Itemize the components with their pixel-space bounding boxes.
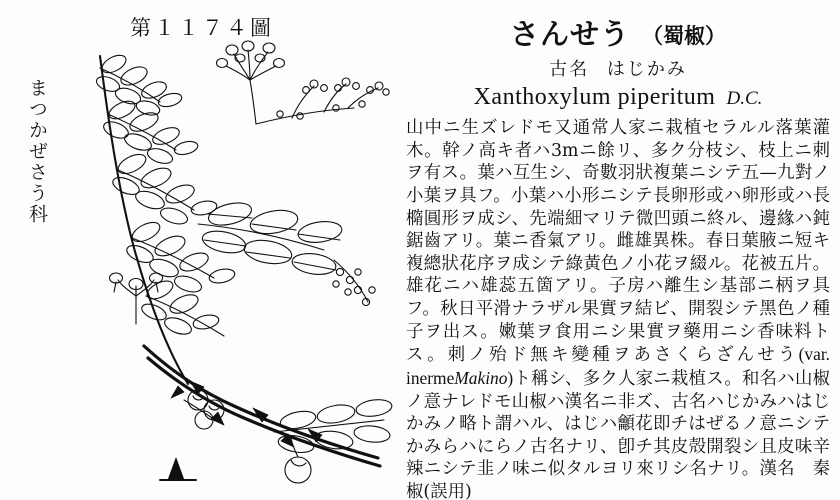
figure-number-label: 第１１７４圖 — [130, 16, 274, 40]
authority-name: D.C. — [726, 88, 763, 109]
chinese-name-heading: （蜀椒） — [642, 23, 726, 48]
description-part-1: 山中ニ生ズレドモ又通常人家ニ栽植セラルル落葉灌木。幹ノ高キ者ハ3mニ餘リ、多ク分枝シ、枝上ニ刺ヲ有ス。葉ハ互生シ、奇數羽狀複葉ニシテ五—九對ノ小葉ヲ具フ。小葉ハ小形ニシテ長卵形或ハ卵形或ハ長橢圓形ヲ成シ、先端細マリテ微凹頭ニ終ル、邊緣ハ鈍鋸齒アリ。葉ニ香氣アリ。雌雄異株。春日葉腋ニ短キ複總狀花序ヲ成シテ綠黃色ノ小花ヲ綴ル。花被五片。雄花ニハ雄蕊五箇アリ。子房ハ離生シ基部ニ柄ヲ具フ。秋日平滑ナラザル果實ヲ結ビ、開裂シテ黑色ノ種子ヲ出ス。嫩葉ヲ食用ニシ果實ヲ藥用ニシ香味料トス。刺ノ殆ド無キ變種ヲあさくらざんせう — [406, 118, 830, 366]
variety-close-paren: ) — [507, 367, 514, 388]
description-part-2: ト稱シ、多ク人家ニ栽植ス。和名ハ山椒ノ意ナレドモ山椒ハ漢名ニ非ズ、古名ハじかみハはじかみノ略ト謂ハル、はじハ龥花即チはぜるノ意ニシテかみらハにらノ古名ナリ、卽チ其皮殻開裂シ且皮味辛辣ニシテ韭ノ味ニ似タルヨリ來リシ名ナリ。漢名 秦椒(誤用) — [406, 368, 830, 500]
family-name-vertical-label: まつかぜさう科 — [26, 78, 48, 225]
text-panel — [400, 0, 840, 500]
old-name-row — [406, 55, 830, 81]
old-name-value: はじかみ — [606, 59, 687, 80]
scientific-name-row — [406, 84, 830, 111]
variety-open-paren: (var. inerme — [406, 344, 830, 388]
illustration-plate — [0, 0, 400, 500]
common-name-heading: さんせう — [509, 17, 630, 51]
scientific-name: Xanthoxylum piperitum — [473, 84, 716, 110]
heading-row — [406, 12, 830, 53]
description-body — [406, 117, 830, 500]
old-name-label: 古名 — [549, 59, 590, 80]
botanical-illustration — [48, 28, 398, 498]
variety-author: Makino — [454, 367, 508, 388]
